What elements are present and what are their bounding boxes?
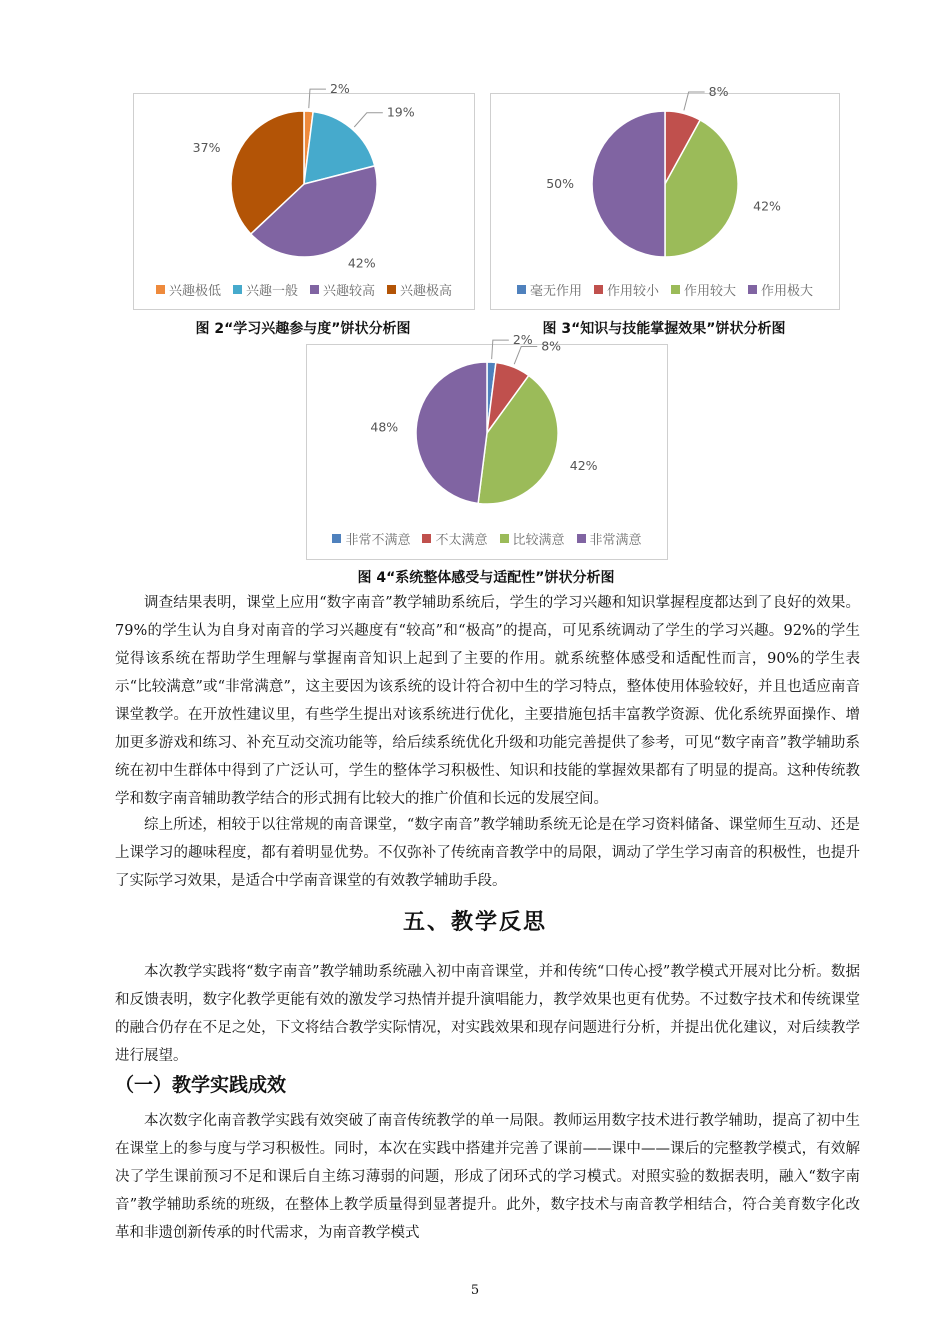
page-number: 5 (470, 1283, 480, 1298)
legend-swatch (332, 534, 341, 543)
section-heading: 五、教学反思 (402, 910, 547, 935)
legend-label: 作用极大 (761, 284, 814, 299)
legend-swatch (748, 285, 757, 294)
legend-item (500, 529, 565, 548)
legend-label: 不太满意 (435, 533, 488, 548)
pie-data-label: 19% (386, 104, 415, 120)
legend-item (594, 280, 659, 299)
legend-label: 比较满意 (512, 533, 565, 548)
pie-data-label: 42% (347, 255, 376, 271)
pie-leader-line (309, 89, 326, 108)
legend-item (422, 529, 487, 548)
figure-caption-2: 图 2“学习兴趣参与度”饼状分析图 (195, 321, 411, 337)
pie-leader-line (354, 113, 383, 127)
legend-swatch (156, 285, 165, 294)
legend-swatch (577, 534, 586, 543)
pie-data-label: 8% (708, 83, 729, 99)
legend-label: 兴趣较高 (323, 284, 376, 299)
legend-label: 作用较大 (684, 284, 737, 299)
legend-swatch (671, 285, 680, 294)
legend-interest (134, 280, 474, 299)
legend-satisfaction (307, 529, 667, 548)
legend-swatch (500, 534, 509, 543)
pie-data-label: 37% (192, 139, 221, 155)
pie-leader-line (492, 340, 509, 359)
legend-item (577, 529, 642, 548)
paragraph-summary: 综上所述，相较于以往常规的南音课堂，“数字南音”教学辅助系统无论是在学习资料储备、课堂师生互动、还是上课学习的趣味程度，都有着明显优势。不仅弥补了传统南音教学中的局限，调动了学生学习南音的积极性，也提升了实际学习效果，是适合中学南音课堂的有效教学辅助手段。 (115, 817, 860, 889)
paragraph-practice-results: 本次数字化南音教学实践有效突破了南音传统教学的单一局限。教师运用数字技术进行教学辅助，提高了初中生在课堂上的参与度与学习积极性。同时，本次在实践中搭建并完善了课前——课中——课后的完整教学模式，有效解决了学生课前预习不足和课后自主练习薄弱的问题，形成了闭环式的学习模式。对照实验的数据表明，融入“数字南音”教学辅助系统的班级，在整体上教学质量得到显著提升。此外，数字技术与南音教学相结合，符合美育数字化改革和非遗创新传承的时代需求，为南音教学模式 (115, 1113, 860, 1241)
legend-swatch (422, 534, 431, 543)
legend-label: 非常满意 (589, 533, 642, 548)
pie-data-label: 2% (512, 332, 533, 348)
legend-label: 作用较小 (606, 284, 659, 299)
legend-knowledge (491, 280, 839, 299)
paragraph-reflection-intro: 本次教学实践将“数字南音”教学辅助系统融入初中南音课堂，并和传统“口传心授”教学模式开展对比分析。数据和反馈表明，数字化教学更能有效的激发学习热情并提升演唱能力，教学效果也更有优势。不过数字技术和传统课堂的融合仍存在不足之处，下文将结合教学实际情况，对实践效果和现存问题进行分析，并提出优化建议，对后续教学进行展望。 (115, 964, 860, 1064)
pie-data-label: 50% (546, 176, 574, 191)
legend-label: 兴趣一般 (245, 284, 298, 299)
pie-chart-interest-svg (134, 81, 474, 309)
legend-swatch (233, 285, 242, 294)
pie-slice (592, 111, 665, 257)
pie-data-label: 42% (569, 457, 598, 473)
legend-swatch (387, 285, 396, 294)
legend-label: 兴趣极低 (168, 284, 221, 299)
pie-chart-knowledge (490, 83, 840, 310)
legend-swatch (517, 285, 526, 294)
pie-slice (416, 362, 487, 503)
legend-label: 非常不满意 (345, 533, 411, 548)
legend-swatch (594, 285, 603, 294)
pie-leader-line (514, 347, 537, 365)
legend-item (156, 280, 221, 299)
pie-data-label: 2% (329, 81, 350, 97)
pie-leader-line (684, 92, 705, 110)
pie-chart-satisfaction (306, 332, 668, 560)
pie-chart-knowledge-svg (491, 83, 839, 309)
pie-data-label: 48% (370, 419, 399, 435)
legend-item (332, 529, 410, 548)
legend-item (233, 280, 298, 299)
figure-caption-4: 图 4“系统整体感受与适配性”饼状分析图 (357, 570, 615, 586)
paragraph-survey-results: 调查结果表明，课堂上应用“数字南音”教学辅助系统后，学生的学习兴趣和知识掌握程度都达到了良好的效果。79%的学生认为自身对南音的学习兴趣度有“较高”和“极高”的提高，可见系统调动了学生的学习兴趣。92%的学生觉得该系统在帮助学生理解与掌握南音知识上起到了主要的作用。就系统整体感受和适配性而言，90%的学生表示“比较满意”或“非常满意”，这主要因为该系统的设计符合初中生的学习特点，整体使用体验较好，并且也适应南音课堂教学。在开放性建议里，有些学生提出对该系统进行优化，主要措施包括丰富教学资源、优化系统界面操作、增加更多游戏和练习、补充互动交流功能等，给后续系统优化升级和功能完善提供了参考，可见“数字南音”教学辅助系统在初中生群体中得到了广泛认可，学生的整体学习积极性、知识和技能的掌握效果都有了明显的提高。这种传统教学和数字南音辅助教学结合的形式拥有比较大的推广价值和长远的发展空间。 (115, 595, 860, 807)
legend-item (517, 280, 582, 299)
pie-data-label: 42% (753, 198, 781, 214)
legend-item (387, 280, 452, 299)
subsection-heading: （一）教学实践成效 (115, 1074, 287, 1096)
legend-item (310, 280, 375, 299)
legend-item (748, 280, 813, 299)
legend-item (671, 280, 736, 299)
pie-chart-interest (133, 81, 475, 310)
figure-caption-3: 图 3“知识与技能掌握效果”饼状分析图 (542, 321, 786, 337)
legend-label: 兴趣极高 (400, 284, 453, 299)
legend-label: 毫无作用 (529, 284, 582, 299)
pie-data-label: 8% (541, 338, 562, 354)
legend-swatch (310, 285, 319, 294)
pie-chart-satisfaction-svg (307, 332, 667, 559)
